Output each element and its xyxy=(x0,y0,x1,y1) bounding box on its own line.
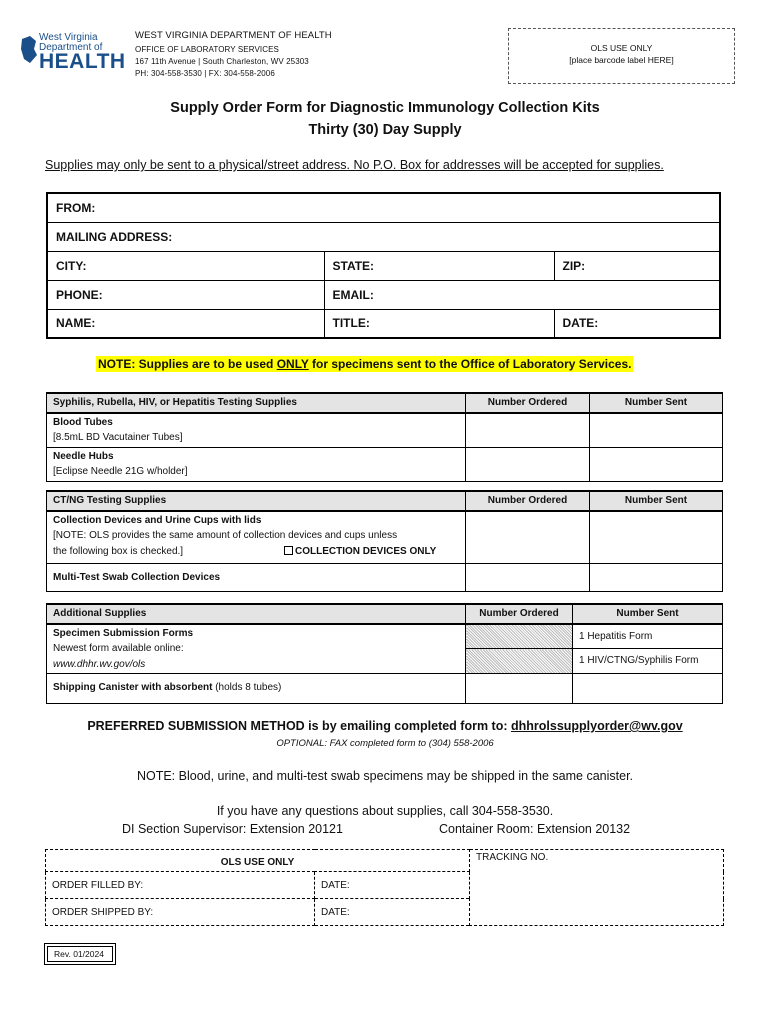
zip-field[interactable]: ZIP: xyxy=(554,251,720,280)
revision-label: Rev. 01/2024 xyxy=(47,946,113,962)
ctng-supplies-table xyxy=(46,490,723,592)
preferred-submission xyxy=(0,719,770,733)
canister-sent-input[interactable] xyxy=(573,674,723,704)
office-address: 167 11th Avenue | South Charleston, WV 25303 xyxy=(135,57,309,66)
submission-forms-name: Specimen Submission Forms xyxy=(53,627,194,639)
logo-text-3: HEALTH xyxy=(39,50,126,73)
table2-col-ordered: Number Ordered xyxy=(466,491,590,511)
table3-col-ordered: Number Ordered xyxy=(466,604,573,624)
note-text-post: for specimens sent to the Office of Laboratory Services. xyxy=(308,357,632,371)
collection-devices-note: [NOTE: OLS provides the same amount of collection devices and cups unless xyxy=(53,530,398,541)
blood-tubes-desc: [8.5mL BD Vacutainer Tubes] xyxy=(53,432,183,443)
from-field[interactable]: FROM: xyxy=(47,193,720,222)
ols-box-title: OLS USE ONLY xyxy=(46,850,470,872)
phone-field[interactable]: PHONE: xyxy=(47,280,324,309)
contact-info-table xyxy=(46,192,721,339)
tracking-label: TRACKING NO. xyxy=(476,852,549,863)
email-field[interactable]: EMAIL: xyxy=(324,280,720,309)
needle-hubs-sent-input[interactable] xyxy=(590,447,723,481)
submission-forms-desc: Newest form available online: xyxy=(53,643,184,654)
tracking-number-field[interactable] xyxy=(470,850,724,926)
table-row xyxy=(47,413,723,448)
table-row xyxy=(47,447,723,481)
table-row xyxy=(47,564,723,592)
table-row xyxy=(47,674,723,704)
shipping-note: NOTE: Blood, urine, and multi-test swab specimens may be shipped in the same canister. xyxy=(136,769,634,783)
checkbox-icon xyxy=(284,546,293,555)
collection-devices-name: Collection Devices and Urine Cups with lids xyxy=(53,514,262,526)
wv-health-logo xyxy=(20,32,130,78)
collection-devices-only-checkbox[interactable] xyxy=(284,544,436,560)
barcode-placeholder xyxy=(508,28,735,84)
dept-name: WEST VIRGINIA DEPARTMENT OF HEALTH xyxy=(135,30,332,41)
shipped-date-field[interactable]: DATE: xyxy=(315,899,470,926)
multi-test-swab-name: Multi-Test Swab Collection Devices xyxy=(47,564,466,592)
filled-date-field[interactable]: DATE: xyxy=(315,872,470,899)
canister-ordered-input[interactable] xyxy=(466,674,573,704)
barcode-line-1: OLS USE ONLY xyxy=(590,43,653,53)
needle-hubs-ordered-input[interactable] xyxy=(466,447,590,481)
questions-line: If you have any questions about supplies, call 304-558-3530. xyxy=(216,804,554,818)
city-field[interactable]: CITY: xyxy=(47,251,324,280)
forms-ordered-shaded-2 xyxy=(466,649,573,674)
state-field[interactable]: STATE: xyxy=(324,251,554,280)
revision-box xyxy=(44,943,116,965)
hepatitis-form-sent: 1 Hepatitis Form xyxy=(573,624,723,649)
order-filled-by-field[interactable]: ORDER FILLED BY: xyxy=(46,872,315,899)
additional-supplies-table xyxy=(46,603,723,704)
header-address-block xyxy=(135,30,332,80)
table3-col-sent: Number Sent xyxy=(573,604,723,624)
blood-tubes-ordered-input[interactable] xyxy=(466,413,590,448)
swab-sent-input[interactable] xyxy=(590,564,723,592)
mailing-address-field[interactable]: MAILING ADDRESS: xyxy=(47,222,720,251)
optional-fax: OPTIONAL: FAX completed form to (304) 558-2006 xyxy=(276,738,494,749)
logo-text-1: West Virginia xyxy=(39,32,98,43)
logo-text-2: Department of xyxy=(39,42,103,53)
container-room-extension: Container Room: Extension 20132 xyxy=(439,822,631,836)
date-field[interactable]: DATE: xyxy=(554,309,720,338)
preferred-text: PREFERRED SUBMISSION METHOD is by emailing completed form to: xyxy=(87,719,511,733)
table1-col-ordered: Number Ordered xyxy=(466,393,590,413)
form-subtitle: Thirty (30) Day Supply xyxy=(308,122,462,138)
shipping-canister-name: Shipping Canister with absorbent xyxy=(53,682,213,693)
collection-devices-ordered-input[interactable] xyxy=(466,511,590,564)
hiv-form-sent: 1 HIV/CTNG/Syphilis Form xyxy=(573,649,723,674)
collection-devices-note2: the following box is checked.] xyxy=(53,545,184,557)
supervisor-extension: DI Section Supervisor: Extension 20121 xyxy=(122,822,343,836)
barcode-line-2: [place barcode label HERE] xyxy=(569,55,674,65)
address-warning: Supplies may only be sent to a physical/street address. No P.O. Box for addresses will be accepted for supplies. xyxy=(45,158,664,172)
note-text-only: ONLY xyxy=(276,357,309,371)
name-field[interactable]: NAME: xyxy=(47,309,324,338)
ols-use-only-table xyxy=(45,849,724,926)
shipping-canister-desc: (holds 8 tubes) xyxy=(212,682,282,693)
collection-devices-sent-input[interactable] xyxy=(590,511,723,564)
syphilis-supplies-table xyxy=(46,392,723,482)
note-text-pre: NOTE: Supplies are to be used xyxy=(98,357,277,371)
submission-forms-url: www.dhhr.wv.gov/ols xyxy=(53,658,146,670)
form-title: Supply Order Form for Diagnostic Immunology Collection Kits xyxy=(170,100,600,116)
needle-hubs-name: Needle Hubs xyxy=(53,450,114,462)
submission-email-link[interactable]: dhhrolssupplyorder@wv.gov xyxy=(510,719,683,733)
usage-note xyxy=(96,356,633,372)
table1-header: Syphilis, Rubella, HIV, or Hepatitis Testing Supplies xyxy=(47,393,466,413)
table1-col-sent: Number Sent xyxy=(590,393,723,413)
table2-header: CT/NG Testing Supplies xyxy=(47,491,466,511)
order-shipped-by-field[interactable]: ORDER SHIPPED BY: xyxy=(46,899,315,926)
table-row xyxy=(47,511,723,564)
table2-col-sent: Number Sent xyxy=(590,491,723,511)
checkbox-label: COLLECTION DEVICES ONLY xyxy=(295,545,437,557)
table3-header: Additional Supplies xyxy=(47,604,466,624)
blood-tubes-sent-input[interactable] xyxy=(590,413,723,448)
table-row xyxy=(47,624,723,649)
needle-hubs-desc: [Eclipse Needle 21G w/holder] xyxy=(53,466,188,477)
office-name: OFFICE OF LABORATORY SERVICES xyxy=(135,45,279,54)
blood-tubes-name: Blood Tubes xyxy=(53,416,113,428)
forms-ordered-shaded-1 xyxy=(466,624,573,649)
office-phone: PH: 304-558-3530 | FX: 304-558-2006 xyxy=(135,69,275,78)
swab-ordered-input[interactable] xyxy=(466,564,590,592)
wv-state-icon xyxy=(20,35,38,65)
title-field[interactable]: TITLE: xyxy=(324,309,554,338)
